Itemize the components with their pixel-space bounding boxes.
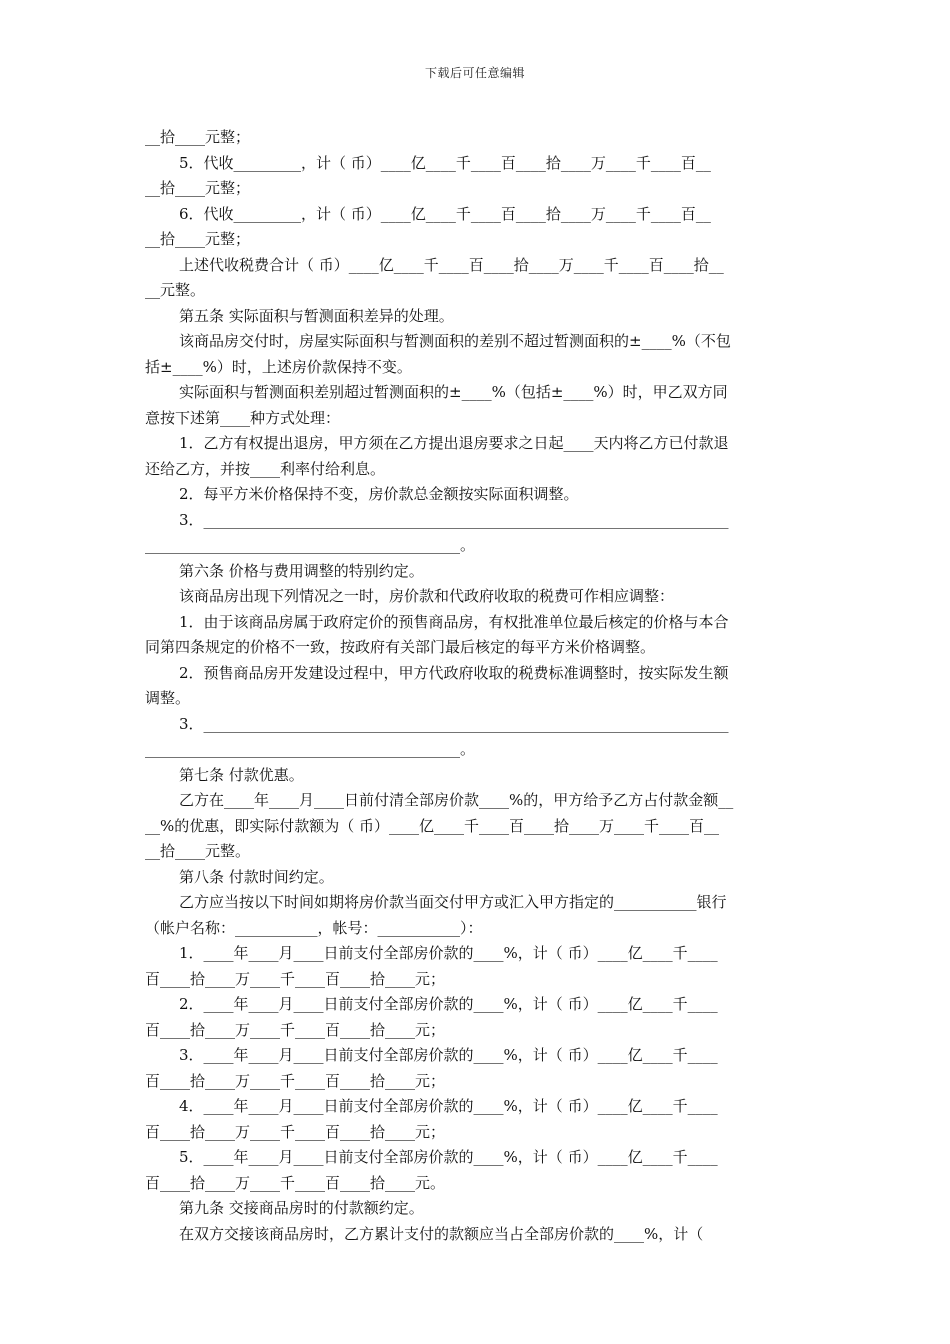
- page-header: 下载后可任意编辑: [424, 66, 525, 80]
- text-line: 4．____年____月____日前支付全部房价款的____%，计（ 币）____亿____千____: [179, 1097, 718, 1115]
- text-line: 第八条 付款时间约定。: [179, 867, 334, 886]
- text-line: 2．每平方米价格保持不变，房价款总金额按实际面积调整。: [179, 485, 579, 503]
- text-line: __元整。: [145, 281, 206, 299]
- text-line: 第五条 实际面积与暂测面积差异的处理。: [179, 306, 454, 325]
- text-line: 百____拾____万____千____百____拾____元；: [145, 1122, 446, 1141]
- text-line: 该商品房出现下列情况之一时，房价款和代政府收取的税费可作相应调整：: [179, 587, 675, 605]
- text-line: 同第四条规定的价格不一致，按政府有关部门最后核定的每平方米价格调整。: [145, 638, 656, 656]
- text-line: 3．______________________________________________________________________: [179, 510, 729, 529]
- text-line: 百____拾____万____千____百____拾____元；: [145, 1071, 446, 1090]
- text-line: 实际面积与暂测面积差别超过暂测面积的±____%（包括±____%）时，甲乙双方同: [179, 383, 728, 401]
- text-line: 1．由于该商品房属于政府定价的预售商品房，有权批准单位最后核定的价格与本合: [179, 612, 729, 631]
- text-line: 3．____年____月____日前支付全部房价款的____%，计（ 币）____亿____千____: [179, 1046, 718, 1064]
- contract-body: [145, 125, 810, 1247]
- text-line: 百____拾____万____千____百____拾____元。: [145, 1173, 446, 1192]
- text-line: 乙方在____年____月____日前付清全部房价款____%的，甲方给予乙方占付款金额__: [179, 791, 734, 809]
- text-line: __拾____元整；: [145, 128, 251, 146]
- text-line: 1．乙方有权提出退房，甲方须在乙方提出退房要求之日起____天内将乙方已付款退: [179, 434, 729, 452]
- text-line: 第九条 交接商品房时的付款额约定。: [179, 1199, 424, 1217]
- text-line: 6．代收_________，计（ 币）____亿____千____百____拾____万____千____百__: [179, 204, 711, 223]
- text-line: 意按下述第____种方式处理：: [145, 408, 341, 427]
- text-line: 3．______________________________________________________________________: [179, 714, 729, 733]
- text-line: __________________________________________。: [145, 536, 476, 554]
- text-line: __拾____元整；: [145, 179, 251, 197]
- text-line: 5．代收_________，计（ 币）____亿____千____百____拾____万____千____百__: [179, 153, 711, 172]
- text-line: 第七条 付款优惠。: [179, 765, 304, 784]
- text-line: 上述代收税费合计（ 币）____亿____千____百____拾____万____千____百____拾__: [179, 255, 724, 274]
- text-line: 调整。: [145, 689, 191, 707]
- text-line: __拾____元整；: [145, 230, 251, 248]
- text-line: __拾____元整。: [145, 842, 251, 860]
- text-line: __________________________________________。: [145, 740, 476, 758]
- text-line: 5．____年____月____日前支付全部房价款的____%，计（ 币）____亿____千____: [179, 1148, 718, 1166]
- text-line: 2．____年____月____日前支付全部房价款的____%，计（ 币）____亿____千____: [179, 995, 718, 1013]
- text-line: 第六条 价格与费用调整的特别约定。: [179, 561, 424, 580]
- text-line: 还给乙方，并按____利率付给利息。: [145, 459, 386, 478]
- text-line: 1．____年____月____日前支付全部房价款的____%，计（ 币）____亿____千____: [179, 944, 718, 962]
- text-line: __%的优惠，即实际付款额为（ 币）____亿____千____百____拾____万____千____百__: [145, 816, 720, 835]
- text-line: 在双方交接该商品房时，乙方累计支付的款额应当占全部房价款的____%，计（: [179, 1224, 704, 1243]
- text-line: （帐户名称：___________，帐号：___________）：: [145, 918, 483, 937]
- text-line: 括±____%）时，上述房价款保持不变。: [145, 357, 412, 376]
- text-line: 2．预售商品房开发建设过程中，甲方代政府收取的税费标准调整时，按实际发生额: [179, 663, 729, 682]
- text-line: 百____拾____万____千____百____拾____元；: [145, 969, 446, 988]
- text-line: 百____拾____万____千____百____拾____元；: [145, 1020, 446, 1039]
- text-line: 该商品房交付时，房屋实际面积与暂测面积的差别不超过暂测面积的±____%（不包: [179, 332, 731, 350]
- text-line: 乙方应当按以下时间如期将房价款当面交付甲方或汇入甲方指定的___________银行: [179, 893, 727, 911]
